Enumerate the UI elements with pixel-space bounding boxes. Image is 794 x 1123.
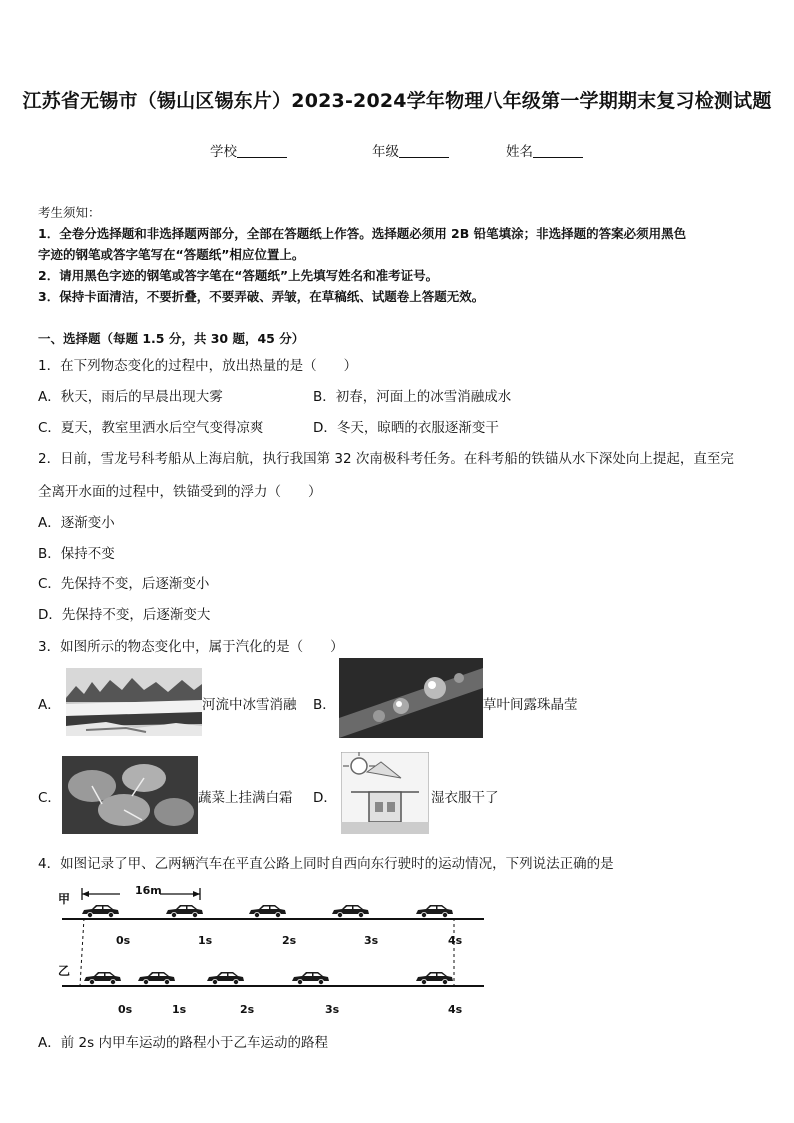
q3-stem: 3．如图所示的物态变化中，属于汽化的是（ ） bbox=[38, 639, 344, 655]
q1-stem: 1．在下列物态变化的过程中，放出热量的是（ ） bbox=[38, 358, 358, 374]
school-blank[interactable] bbox=[237, 143, 287, 158]
q2-stem-line-1: 2．日前，雪龙号科考船从上海启航，执行我国第 32 次南极科考任务。在科考船的铁锚从水下深处向上提起，直至完 bbox=[38, 451, 734, 467]
school-field bbox=[210, 140, 287, 160]
jia-tick-1: 1s bbox=[198, 934, 213, 947]
q4-stem: 4．如图记录了甲、乙两辆汽车在平直公路上同时自西向东行驶时的运动情况，下列说法正确的是 bbox=[38, 856, 614, 872]
q1-option-d[interactable]: D．冬天，晾晒的衣服逐渐变干 bbox=[313, 420, 499, 436]
name-label: 姓名 bbox=[506, 144, 533, 160]
jia-tick-2: 2s bbox=[282, 934, 297, 947]
q4-option-a[interactable]: A．前 2s 内甲车运动的路程小于乙车运动的路程 bbox=[38, 1035, 328, 1051]
grade-label: 年级 bbox=[372, 144, 399, 160]
notice-item-1-line-1: 1．全卷分选择题和非选择题两部分，全部在答题纸上作答。选择题必须用 2B 铅笔填涂；非选择题的答案必须用黑色 bbox=[38, 226, 687, 241]
grade-field bbox=[372, 140, 449, 160]
jia-tick-4: 4s bbox=[448, 934, 463, 947]
jia-car-1 bbox=[164, 904, 204, 918]
yi-tick-0: 0s bbox=[118, 1003, 133, 1016]
jia-tick-0: 0s bbox=[116, 934, 131, 947]
q3-option-a-label[interactable]: A． bbox=[38, 697, 61, 713]
yi-car-1 bbox=[136, 971, 176, 985]
jia-car-2 bbox=[247, 904, 287, 918]
jia-car-0 bbox=[80, 904, 120, 918]
melting-ice-river-image bbox=[66, 668, 202, 736]
q2-option-d[interactable]: D．先保持不变，后逐渐变大 bbox=[38, 607, 211, 623]
distance-label: 16m bbox=[135, 884, 162, 897]
car-jia-label: 甲 bbox=[58, 892, 71, 906]
grade-blank[interactable] bbox=[399, 143, 449, 158]
yi-car-3 bbox=[290, 971, 330, 985]
car-yi-label: 乙 bbox=[58, 964, 71, 978]
q1-option-c[interactable]: C．夏天，教室里洒水后空气变得凉爽 bbox=[38, 420, 264, 436]
yi-tick-3: 3s bbox=[325, 1003, 340, 1016]
notice-heading: 考生须知： bbox=[38, 205, 101, 220]
q2-stem-line-2: 全离开水面的过程中，铁锚受到的浮力（ ） bbox=[38, 484, 322, 500]
section-heading: 一、选择题（每题 1.5 分，共 30 题，45 分） bbox=[38, 331, 305, 346]
yi-car-0 bbox=[82, 971, 122, 985]
yi-tick-2: 2s bbox=[240, 1003, 255, 1016]
q2-option-b[interactable]: B．保持不变 bbox=[38, 546, 115, 562]
dew-drops-image bbox=[339, 658, 483, 738]
exam-title: 江苏省无锡市（锡山区锡东片）2023-2024学年物理八年级第一学期期末复习检测试题 bbox=[22, 90, 772, 112]
q3-option-b-label[interactable]: B． bbox=[313, 697, 336, 713]
notice-item-3: 3．保持卡面清洁，不要折叠，不要弄破、弄皱，在草稿纸、试题卷上答题无效。 bbox=[38, 289, 485, 304]
notice-item-1-line-2: 字迹的钢笔或答字笔写在“答题纸”相应位置上。 bbox=[38, 247, 305, 262]
q3-option-c-caption: 蔬菜上挂满白霜 bbox=[198, 790, 293, 806]
q1-option-b[interactable]: B．初春，河面上的冰雪消融成水 bbox=[313, 389, 512, 405]
q1-option-a[interactable]: A．秋天，雨后的早晨出现大雾 bbox=[38, 389, 223, 405]
jia-car-4 bbox=[414, 904, 454, 918]
q3-option-b-caption: 草叶间露珠晶莹 bbox=[483, 697, 578, 713]
yi-tick-1: 1s bbox=[172, 1003, 187, 1016]
yi-car-2 bbox=[205, 971, 245, 985]
q3-option-a-caption: 河流中冰雪消融 bbox=[202, 697, 297, 713]
jia-car-3 bbox=[330, 904, 370, 918]
school-label: 学校 bbox=[210, 144, 237, 160]
yi-car-4 bbox=[414, 971, 454, 985]
q2-option-a[interactable]: A．逐渐变小 bbox=[38, 515, 115, 531]
q3-option-c-label[interactable]: C． bbox=[38, 790, 61, 806]
notice-item-2: 2．请用黑色字迹的钢笔或答字笔在“答题纸”上先填写姓名和准考证号。 bbox=[38, 268, 439, 283]
q3-option-d-caption: 湿衣服干了 bbox=[431, 790, 499, 806]
q3-option-d-label[interactable]: D． bbox=[313, 790, 337, 806]
jia-tick-3: 3s bbox=[364, 934, 379, 947]
name-blank[interactable] bbox=[533, 143, 583, 158]
q2-option-c[interactable]: C．先保持不变，后逐渐变小 bbox=[38, 576, 210, 592]
drying-clothes-image bbox=[341, 752, 429, 834]
yi-track bbox=[62, 985, 484, 987]
frost-vegetable-image bbox=[62, 756, 198, 834]
yi-tick-4: 4s bbox=[448, 1003, 463, 1016]
name-field bbox=[506, 140, 583, 160]
jia-track bbox=[62, 918, 484, 920]
